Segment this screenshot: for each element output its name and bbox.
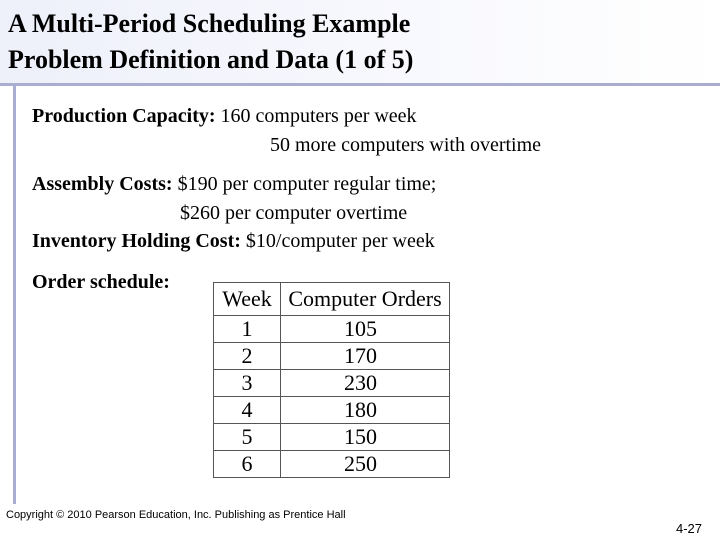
slide-title-line-2: Problem Definition and Data (1 of 5) xyxy=(8,45,414,74)
title-banner xyxy=(0,0,720,84)
orders-cell: 230 xyxy=(281,370,450,397)
assembly-label: Assembly Costs: xyxy=(32,173,173,195)
page-number: 4-27 xyxy=(675,521,702,536)
inventory-line xyxy=(32,229,435,253)
assembly-line xyxy=(32,172,436,196)
inventory-value: $10/computer per week xyxy=(245,230,435,252)
week-cell: 1 xyxy=(214,316,281,343)
table-row xyxy=(214,397,450,424)
week-cell: 3 xyxy=(214,370,281,397)
capacity-value: 160 computers per week xyxy=(220,105,417,127)
table-row xyxy=(214,424,450,451)
table-row xyxy=(214,451,450,478)
table-row xyxy=(214,343,450,370)
table-header-row xyxy=(214,283,450,316)
table-row xyxy=(214,370,450,397)
capacity-line xyxy=(32,104,417,128)
orders-cell: 150 xyxy=(281,424,450,451)
inventory-label: Inventory Holding Cost: xyxy=(32,230,241,252)
assembly-overtime: $260 per computer overtime xyxy=(180,202,408,224)
orders-cell: 180 xyxy=(281,397,450,424)
orders-column-header: Computer Orders xyxy=(281,283,450,316)
capacity-label: Production Capacity: xyxy=(32,105,216,127)
week-cell: 2 xyxy=(214,343,281,370)
week-column-header: Week xyxy=(214,283,281,316)
table-row xyxy=(214,316,450,343)
order-schedule-table xyxy=(213,282,450,478)
order-schedule-label: Order schedule: xyxy=(32,271,170,293)
orders-cell: 170 xyxy=(281,343,450,370)
copyright-footer: Copyright © 2010 Pearson Education, Inc. Publishing as Prentice Hall xyxy=(6,509,346,521)
assembly-regular: $190 per computer regular time; xyxy=(177,173,437,195)
title-divider xyxy=(0,83,720,86)
week-cell: 6 xyxy=(214,451,281,478)
week-cell: 5 xyxy=(214,424,281,451)
capacity-overtime: 50 more computers with overtime xyxy=(270,134,542,156)
slide-title-line-1: A Multi-Period Scheduling Example xyxy=(8,9,411,38)
week-cell: 4 xyxy=(214,397,281,424)
left-rule xyxy=(13,86,16,504)
orders-cell: 105 xyxy=(281,316,450,343)
orders-cell: 250 xyxy=(281,451,450,478)
